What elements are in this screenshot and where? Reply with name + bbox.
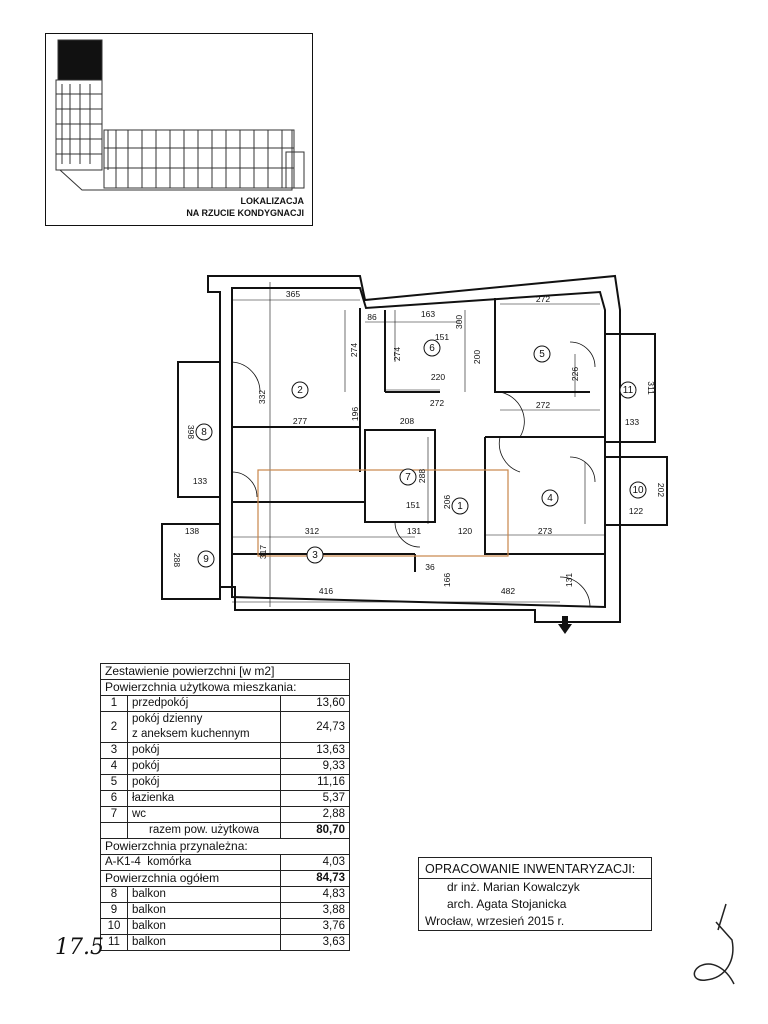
dim-label: 36 (425, 562, 435, 572)
dim-label: 317 (258, 544, 268, 560)
inventory-place-date: Wrocław, wrzesień 2015 r. (425, 914, 565, 928)
entrance-arrow-icon (558, 616, 572, 634)
dim-label: 226 (570, 366, 580, 382)
dim-label: 133 (192, 476, 208, 486)
handwritten-note: 17.5 (55, 935, 104, 960)
dim-label: 133 (624, 417, 640, 427)
dim-label: 131 (406, 526, 422, 536)
dim-label: 300 (454, 314, 464, 330)
ancillary-header: Powierzchnia przynależna: (101, 839, 350, 855)
dim-label: 274 (392, 346, 402, 362)
dim-label: 120 (457, 526, 473, 536)
table-row: 1 przedpokój 13,60 (101, 696, 350, 712)
divider (419, 878, 651, 879)
dim-label: 196 (350, 406, 360, 422)
room-marker-8 (196, 424, 212, 440)
dim-label: 151 (434, 332, 450, 342)
table-row: 7 wc 2,88 (101, 807, 350, 823)
svg-text:2: 2 (297, 385, 303, 396)
table-row: 10 balkon 3,76 (101, 919, 350, 935)
dim-label: 122 (628, 506, 644, 516)
dim-label: 311 (646, 381, 656, 395)
room-marker-9 (198, 551, 214, 567)
dim-label: 206 (442, 494, 452, 510)
dim-label: 272 (535, 294, 551, 304)
dim-label: 332 (257, 389, 267, 405)
dim-label: 220 (430, 372, 446, 382)
inventory-author-1: dr inż. Marian Kowalczyk (447, 880, 580, 894)
dim-label: 202 (656, 482, 666, 498)
table-row: 5 pokój 11,16 (101, 775, 350, 791)
dim-label: 131 (564, 572, 574, 588)
dim-label: 274 (349, 342, 359, 358)
dim-label: 482 (500, 586, 516, 596)
key-plan-caption (186, 195, 304, 219)
key-plan-caption-line2: NA RZUCIE KONDYGNACJI (186, 208, 304, 218)
dim-label: 398 (186, 424, 196, 440)
room-marker-7 (400, 469, 416, 485)
inventory-box (418, 857, 652, 931)
dim-label: 365 (285, 289, 301, 299)
ancillary-row: A-K1-4 komórka 4,03 (101, 855, 350, 871)
room-marker-1 (452, 498, 468, 514)
signature-icon (686, 900, 746, 990)
floor-plan (160, 262, 680, 642)
key-plan-caption-line1: LOKALIZACJA (240, 196, 304, 206)
table-row: 3 pokój 13,63 (101, 743, 350, 759)
inventory-title: OPRACOWANIE INWENTARYZACJI: (425, 862, 636, 876)
svg-text:6: 6 (429, 343, 435, 354)
dim-label: 138 (184, 526, 200, 536)
dim-label: 272 (429, 398, 445, 408)
area-summary-table (100, 663, 350, 951)
dim-label: 288 (172, 552, 182, 568)
usable-total-row: razem pow. użytkowa 80,70 (101, 823, 350, 839)
dim-label: 277 (292, 416, 308, 426)
table-row: 4 pokój 9,33 (101, 759, 350, 775)
table-row: 8 balkon 4,83 (101, 887, 350, 903)
svg-text:11: 11 (622, 385, 634, 396)
dim-label: 166 (442, 572, 452, 588)
usable-area-header: Powierzchnia użytkowa mieszkania: (101, 680, 350, 696)
dim-label: 151 (405, 500, 421, 510)
total-row: Powierzchnia ogółem 84,73 (101, 871, 350, 887)
dim-label: 208 (399, 416, 415, 426)
svg-text:8: 8 (201, 427, 207, 438)
table-row: 11 balkon 3,63 (101, 935, 350, 951)
room-marker-3 (307, 547, 323, 563)
dim-label: 163 (420, 309, 436, 319)
dim-label: 288 (417, 468, 427, 484)
table-row: 9 balkon 3,88 (101, 903, 350, 919)
svg-text:7: 7 (405, 472, 411, 483)
dim-label: 200 (472, 349, 482, 365)
room-marker-2 (292, 382, 308, 398)
dim-label: 273 (537, 526, 553, 536)
table-row: 6 łazienka 5,37 (101, 791, 350, 807)
svg-text:9: 9 (203, 554, 209, 565)
svg-text:1: 1 (457, 501, 463, 512)
inventory-author-2: arch. Agata Stojanicka (447, 897, 567, 911)
dim-label: 86 (367, 312, 377, 322)
dim-label: 272 (535, 400, 551, 410)
table-title: Zestawienie powierzchni [w m2] (101, 664, 350, 680)
room-marker-4 (542, 490, 558, 506)
room-marker-11 (620, 382, 636, 398)
table-row: 2 pokój dzienny z aneksem kuchennym 24,73 (101, 712, 350, 743)
room-marker-10 (630, 482, 646, 498)
room-marker-6 (424, 340, 440, 356)
svg-text:5: 5 (539, 349, 545, 360)
dim-label: 312 (304, 526, 320, 536)
svg-text:3: 3 (312, 550, 318, 561)
location-key-plan (45, 33, 313, 226)
room-marker-5 (534, 346, 550, 362)
dim-label: 416 (318, 586, 334, 596)
floor-plan-drawing (160, 262, 680, 642)
svg-text:10: 10 (632, 485, 644, 496)
svg-text:4: 4 (547, 493, 553, 504)
